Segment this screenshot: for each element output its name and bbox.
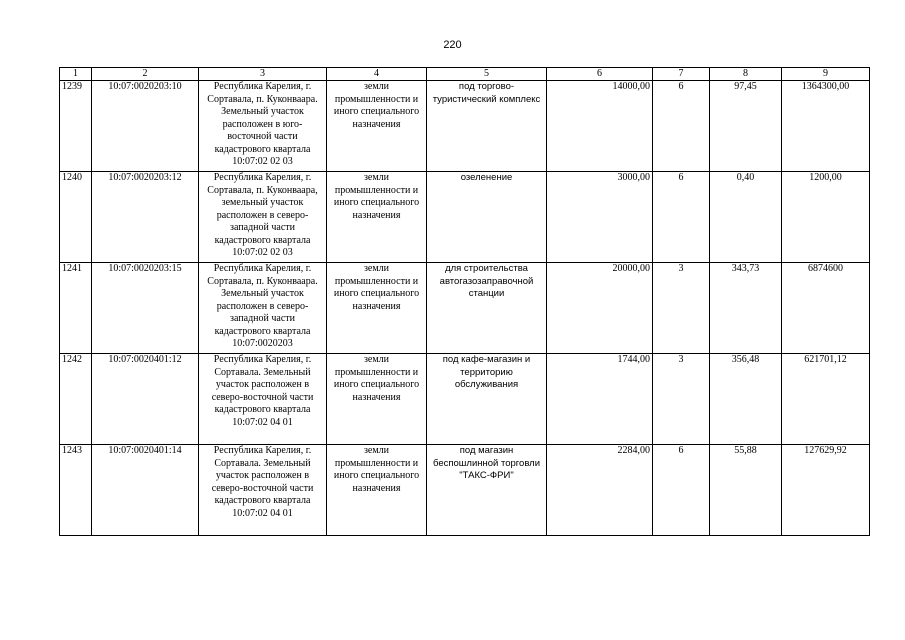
table-row: [60, 172, 870, 263]
area: 3000,00: [547, 172, 653, 263]
specific-value: 55,88: [710, 445, 782, 536]
area: 20000,00: [547, 263, 653, 354]
column-header: 2: [92, 68, 199, 81]
cadastral-value: 1364300,00: [782, 81, 870, 172]
column-header: 4: [327, 68, 427, 81]
column-header: 9: [782, 68, 870, 81]
group-code: 6: [653, 445, 710, 536]
permitted-use: под торгово-туристический комплекс: [427, 81, 547, 172]
row-number: 1242: [60, 354, 92, 445]
land-category: земли промышленности и иного специального назначения: [327, 81, 427, 172]
land-registry-table: [59, 67, 870, 536]
table-row: [60, 81, 870, 172]
cadastral-number: 10:07:0020401:14: [92, 445, 199, 536]
row-number: 1240: [60, 172, 92, 263]
permitted-use: для строительства автогазозаправочной станции: [427, 263, 547, 354]
area: 14000,00: [547, 81, 653, 172]
land-category: земли промышленности и иного специального назначения: [327, 354, 427, 445]
cadastral-value: 127629,92: [782, 445, 870, 536]
cadastral-value: 621701,12: [782, 354, 870, 445]
area: 1744,00: [547, 354, 653, 445]
cadastral-value: 1200,00: [782, 172, 870, 263]
group-code: 6: [653, 81, 710, 172]
column-header: 3: [199, 68, 327, 81]
land-category: земли промышленности и иного специального назначения: [327, 172, 427, 263]
specific-value: 0,40: [710, 172, 782, 263]
location: Республика Карелия, г. Сортавала, п. Куконваара, земельный участок расположен в северо-западной части кадастрового квартала 10:07:02 02 03: [199, 172, 327, 263]
area: 2284,00: [547, 445, 653, 536]
cadastral-number: 10:07:0020203:10: [92, 81, 199, 172]
location: Республика Карелия, г. Сортавала. Земельный участок расположен в северо-восточной части кадастрового квартала 10:07:02 04 01: [199, 445, 327, 536]
column-header: 8: [710, 68, 782, 81]
group-code: 3: [653, 354, 710, 445]
permitted-use: под кафе-магазин и территорию обслуживания: [427, 354, 547, 445]
cadastral-number: 10:07:0020203:12: [92, 172, 199, 263]
permitted-use: озеленение: [427, 172, 547, 263]
cadastral-number: 10:07:0020203:15: [92, 263, 199, 354]
specific-value: 97,45: [710, 81, 782, 172]
column-header: 5: [427, 68, 547, 81]
location: Республика Карелия, г. Сортавала, п. Куконваара. Земельный участок расположен в северо-западной части кадастрового квартала 10:07:0020203: [199, 263, 327, 354]
row-number: 1241: [60, 263, 92, 354]
table-row: [60, 263, 870, 354]
cadastral-number: 10:07:0020401:12: [92, 354, 199, 445]
land-category: земли промышленности и иного специального назначения: [327, 445, 427, 536]
location: Республика Карелия, г. Сортавала. Земельный участок расположен в северо-восточной части кадастрового квартала 10:07:02 04 01: [199, 354, 327, 445]
cadastral-value: 6874600: [782, 263, 870, 354]
header-row: [60, 68, 870, 81]
table-row: [60, 445, 870, 536]
column-header: 6: [547, 68, 653, 81]
table-row: [60, 354, 870, 445]
land-category: земли промышленности и иного специального назначения: [327, 263, 427, 354]
column-header: 7: [653, 68, 710, 81]
row-number: 1243: [60, 445, 92, 536]
page-number: 220: [443, 39, 462, 51]
group-code: 3: [653, 263, 710, 354]
specific-value: 356,48: [710, 354, 782, 445]
location: Республика Карелия, г. Сортавала, п. Куконваара. Земельный участок расположен в юго-восточной части кадастрового квартала 10:07:02 02 03: [199, 81, 327, 172]
specific-value: 343,73: [710, 263, 782, 354]
column-header: 1: [60, 68, 92, 81]
group-code: 6: [653, 172, 710, 263]
permitted-use: под магазин беспошлинной торговли "ТАКС-ФРИ": [427, 445, 547, 536]
row-number: 1239: [60, 81, 92, 172]
